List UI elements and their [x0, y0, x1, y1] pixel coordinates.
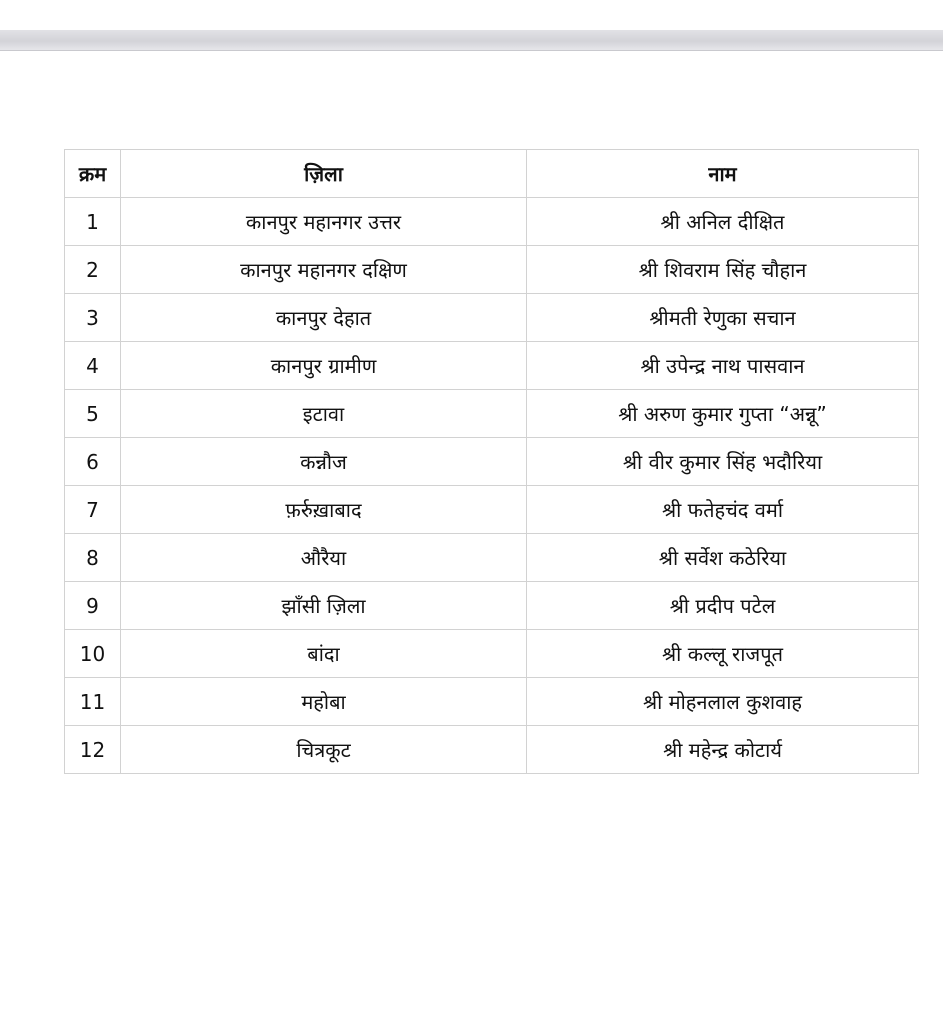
row-district: कन्नौज	[121, 438, 527, 486]
table-row	[65, 582, 919, 630]
row-name: श्री अरुण कुमार गुप्ता “अन्नू”	[527, 390, 919, 438]
row-name: श्री सर्वेश कठेरिया	[527, 534, 919, 582]
row-name: श्रीमती रेणुका सचान	[527, 294, 919, 342]
header-serial: क्रम	[65, 150, 121, 198]
row-district: कानपुर देहात	[121, 294, 527, 342]
row-district: महोबा	[121, 678, 527, 726]
row-serial: 1	[65, 198, 121, 246]
row-name: श्री उपेन्द्र नाथ पासवान	[527, 342, 919, 390]
header-name: नाम	[527, 150, 919, 198]
row-district: कानपुर महानगर उत्तर	[121, 198, 527, 246]
row-serial: 2	[65, 246, 121, 294]
table-row	[65, 294, 919, 342]
row-serial: 8	[65, 534, 121, 582]
row-district: चित्रकूट	[121, 726, 527, 774]
table-row	[65, 486, 919, 534]
table-row	[65, 438, 919, 486]
table-row	[65, 534, 919, 582]
row-district: औरैया	[121, 534, 527, 582]
document-page	[0, 51, 943, 1024]
table-header-row	[65, 150, 919, 198]
row-serial: 12	[65, 726, 121, 774]
row-name: श्री वीर कुमार सिंह भदौरिया	[527, 438, 919, 486]
row-name: श्री अनिल दीक्षित	[527, 198, 919, 246]
table-row	[65, 630, 919, 678]
row-name: श्री कल्लू राजपूत	[527, 630, 919, 678]
row-serial: 7	[65, 486, 121, 534]
window-top-bar	[0, 30, 943, 51]
row-serial: 9	[65, 582, 121, 630]
row-serial: 4	[65, 342, 121, 390]
row-name: श्री महेन्द्र कोटार्य	[527, 726, 919, 774]
table-row	[65, 342, 919, 390]
table-row	[65, 246, 919, 294]
row-district: झाँसी ज़िला	[121, 582, 527, 630]
row-district: कानपुर ग्रामीण	[121, 342, 527, 390]
table-row	[65, 726, 919, 774]
row-serial: 10	[65, 630, 121, 678]
table-row	[65, 390, 919, 438]
row-name: श्री प्रदीप पटेल	[527, 582, 919, 630]
district-officials-table	[64, 149, 919, 774]
row-district: इटावा	[121, 390, 527, 438]
row-serial: 3	[65, 294, 121, 342]
row-district: कानपुर महानगर दक्षिण	[121, 246, 527, 294]
row-serial: 5	[65, 390, 121, 438]
row-name: श्री शिवराम सिंह चौहान	[527, 246, 919, 294]
row-serial: 6	[65, 438, 121, 486]
row-name: श्री मोहनलाल कुशवाह	[527, 678, 919, 726]
row-district: फ़र्रुख़ाबाद	[121, 486, 527, 534]
row-serial: 11	[65, 678, 121, 726]
header-district: ज़िला	[121, 150, 527, 198]
row-name: श्री फतेहचंद वर्मा	[527, 486, 919, 534]
row-district: बांदा	[121, 630, 527, 678]
table-row	[65, 198, 919, 246]
table-row	[65, 678, 919, 726]
